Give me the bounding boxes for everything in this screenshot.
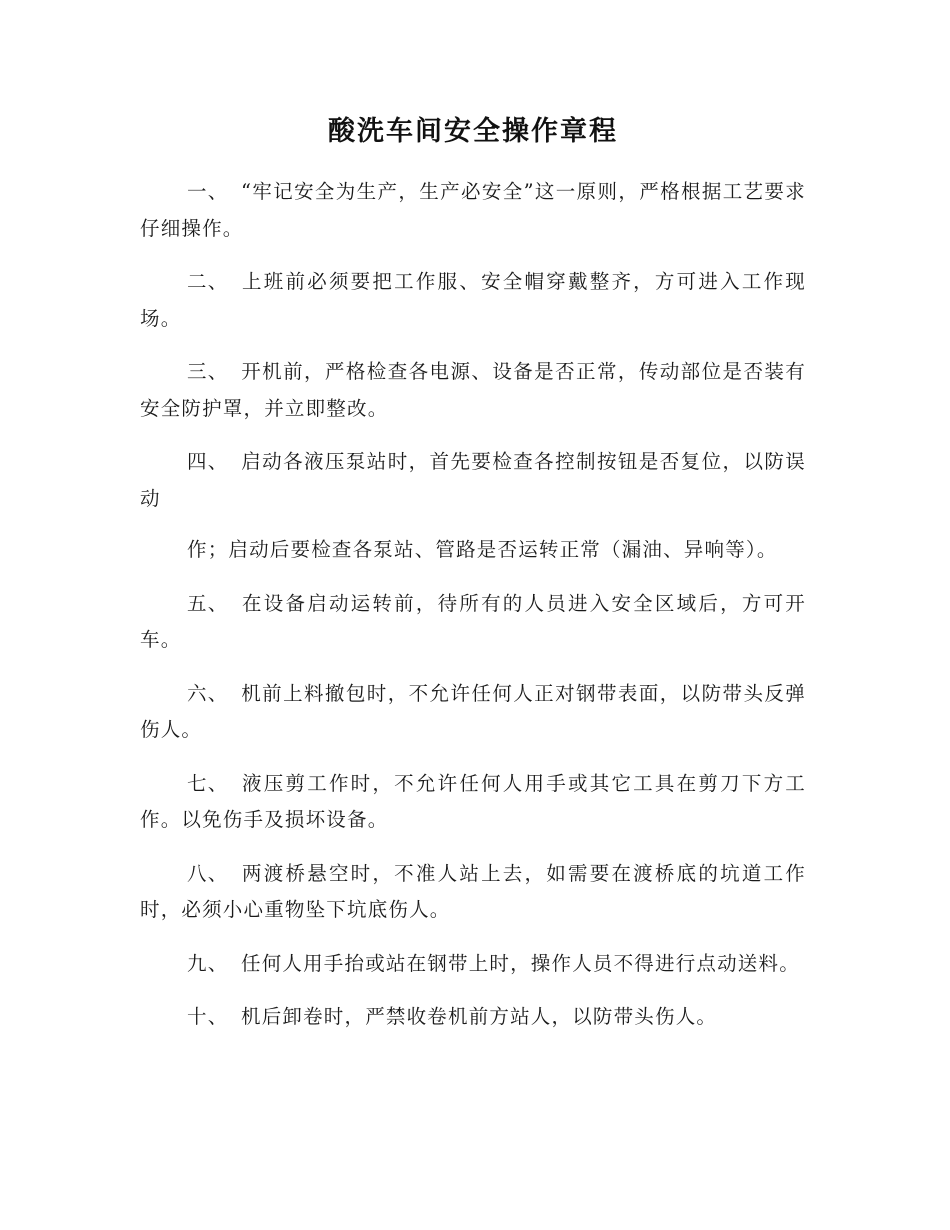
- document-title: 酸洗车间安全操作章程: [328, 116, 618, 147]
- paragraph-text: 机后卸卷时，严禁收卷机前方站人，以防带头伤人。: [241, 1005, 718, 1028]
- paragraph-number: 十、: [187, 1005, 229, 1028]
- paragraph-10: [140, 999, 806, 1036]
- paragraph-9: [140, 946, 806, 983]
- paragraph-3: [140, 354, 806, 427]
- paragraph-text: “牢记安全为生产，生产必安全”这一原则，严格根据工艺要求仔细操作。: [140, 180, 806, 240]
- paragraph-number: 五、: [187, 591, 229, 615]
- paragraph-4: [140, 444, 806, 517]
- paragraph-5: [140, 586, 806, 659]
- paragraph-text: 机前上料撤包时，不允许任何人正对钢带表面，以防带头反弹伤人。: [140, 681, 806, 741]
- paragraph-text: 在设备启动运转前，待所有的人员进入安全区域后，方可开车。: [140, 591, 806, 651]
- paragraph-7: [140, 766, 806, 839]
- paragraph-number: 八、: [187, 861, 229, 885]
- paragraph-number: 六、: [187, 681, 229, 705]
- paragraph-4-continuation: [140, 532, 806, 569]
- paragraph-8: [140, 856, 806, 929]
- paragraph-text: 任何人用手抬或站在钢带上时，操作人员不得进行点动送料。: [241, 951, 800, 975]
- paragraph-text: 液压剪工作时，不允许任何人用手或其它工具在剪刀下方工作。以免伤手及损坏设备。: [140, 771, 806, 831]
- document-page: [140, 112, 806, 1053]
- paragraph-number: 一、: [187, 180, 229, 203]
- paragraph-text: 上班前必须要把工作服、安全帽穿戴整齐，方可进入工作现场。: [140, 270, 806, 330]
- paragraph-number: 七、: [187, 771, 229, 795]
- paragraph-number: 二、: [187, 270, 229, 293]
- paragraph-text: 启动各液压泵站时，首先要检查各控制按钮是否复位，以防误动: [140, 450, 806, 510]
- paragraph-number: 三、: [187, 360, 229, 383]
- paragraph-6: [140, 676, 806, 749]
- paragraph-number: 四、: [187, 450, 229, 473]
- paragraph-text: 开机前，严格检查各电源、设备是否正常，传动部位是否装有安全防护罩，并立即整改。: [140, 360, 806, 420]
- paragraph-2: [140, 264, 806, 337]
- paragraph-text: 两渡桥悬空时，不准人站上去，如需要在渡桥底的坑道工作时，必须小心重物坠下坑底伤人。: [140, 861, 806, 921]
- paragraph-number: 九、: [187, 951, 229, 975]
- paragraph-text: 作；启动后要检查各泵站、管路是否运转正常（漏油、异响等）。: [187, 538, 778, 561]
- paragraph-1: [140, 174, 806, 247]
